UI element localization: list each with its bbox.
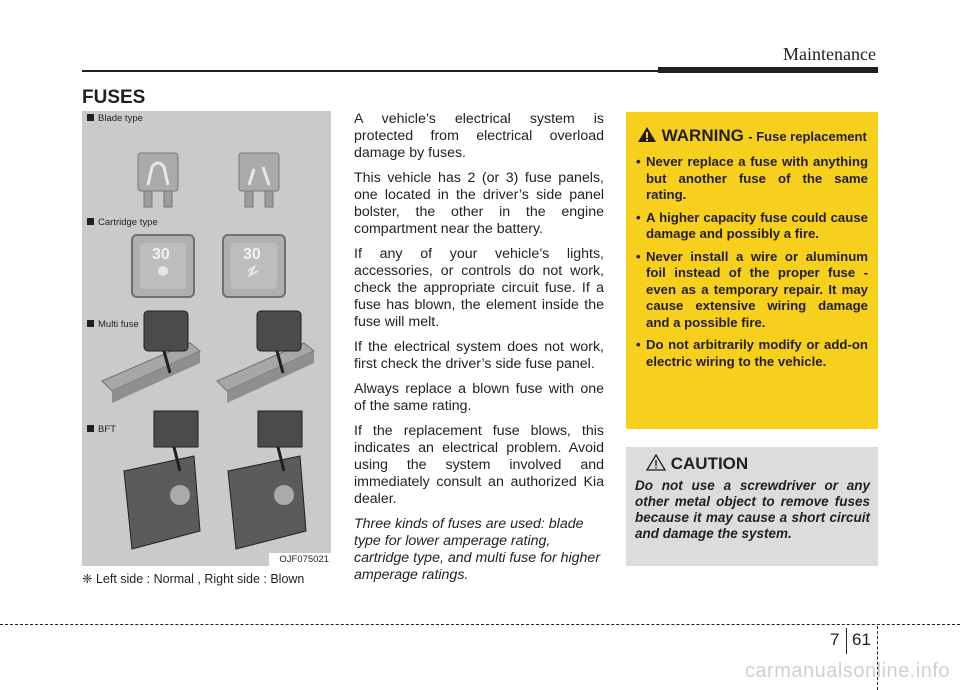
bft-fuse-blown-icon (228, 411, 306, 549)
blade-fuse-blown-icon (239, 153, 279, 207)
italic-note: Three kinds of fuses are used: blade type for lower amperage rating, cartridge type, and multi fuse for higher amperage ratings. (354, 516, 601, 583)
cartridge-fuse-blown-icon (223, 235, 285, 297)
warning-item: • Never install a wire or aluminum foil instead of the proper fuse - even as a temporary repair. It may cause extensive wiring damage and a possible fire. (636, 249, 868, 332)
figure-caption: ❈ Left side : Normal , Right side : Blown (82, 572, 305, 586)
body-paragraph: If the electrical system does not work, first check the driver’s side fuse panel. (354, 339, 604, 372)
warning-word: WARNING (661, 126, 744, 145)
watermark: carmanualsonline.info (744, 660, 950, 682)
warning-item: • A higher capacity fuse could cause damage and possibly a fire. (636, 210, 868, 243)
header-title: Maintenance (783, 44, 876, 64)
header-bar (658, 67, 878, 73)
chapter-number: 7 (830, 630, 840, 649)
warning-item: • Never replace a fuse with anything but another fuse of the same rating. (636, 154, 868, 204)
fuse-illustration (82, 111, 331, 566)
body-text (354, 111, 604, 592)
warning-subtitle: - Fuse replacement (748, 129, 867, 144)
caution-heading (646, 454, 748, 474)
body-paragraph: If any of your vehicle’s lights, accessories, or controls do not work, check the appropriate circuit fuse. If a fuse has blown, the element inside the fuse will melt. (354, 246, 604, 330)
figure-label-cartridge: Cartridge type (87, 217, 158, 228)
caution-text: Do not use a screwdriver or any other metal object to remove fuses because it may cause a short circuit and damage the system. (635, 478, 870, 541)
figure-label-blade: Blade type (87, 113, 143, 124)
svg-text:30: 30 (152, 246, 170, 263)
warning-heading (626, 126, 878, 146)
caution-word: CAUTION (670, 454, 749, 473)
footer-rule (0, 624, 960, 625)
section-title: FUSES (82, 87, 146, 108)
body-paragraph: If the replacement fuse blows, this indicates an electrical problem. Avoid using the system involved and immediately consult an authorized Kia dealer. (354, 423, 604, 507)
page-number: 61 (852, 630, 871, 649)
multi-fuse-normal-icon (102, 311, 200, 403)
figure-code: OJF075021 (269, 553, 331, 566)
warning-list (626, 154, 878, 370)
figure-label-bft: BFT (87, 424, 116, 435)
warning-item: • Do not arbitrarily modify or add-on electric wiring to the vehicle. (636, 337, 868, 370)
svg-text:30: 30 (243, 246, 261, 263)
figure-label-multi: Multi fuse (87, 319, 139, 330)
caution-box (626, 447, 878, 566)
body-paragraph: Always replace a blown fuse with one of the same rating. (354, 381, 604, 414)
warning-triangle-icon (637, 126, 657, 143)
bft-fuse-normal-icon (124, 411, 200, 549)
page-number-separator (846, 628, 847, 654)
blade-fuse-normal-icon (138, 153, 178, 207)
warning-box (626, 112, 878, 429)
caution-triangle-icon (646, 454, 666, 471)
body-paragraph: A vehicle’s electrical system is protected from electrical overload damage by fuses. (354, 111, 604, 161)
cartridge-fuse-normal-icon (132, 235, 194, 297)
body-paragraph: This vehicle has 2 (or 3) fuse panels, one located in the driver’s side panel bolster, the other in the engine compartment near the battery. (354, 170, 604, 237)
multi-fuse-blown-icon (217, 311, 314, 403)
header-rule (82, 70, 658, 72)
fuse-figure (82, 111, 331, 566)
